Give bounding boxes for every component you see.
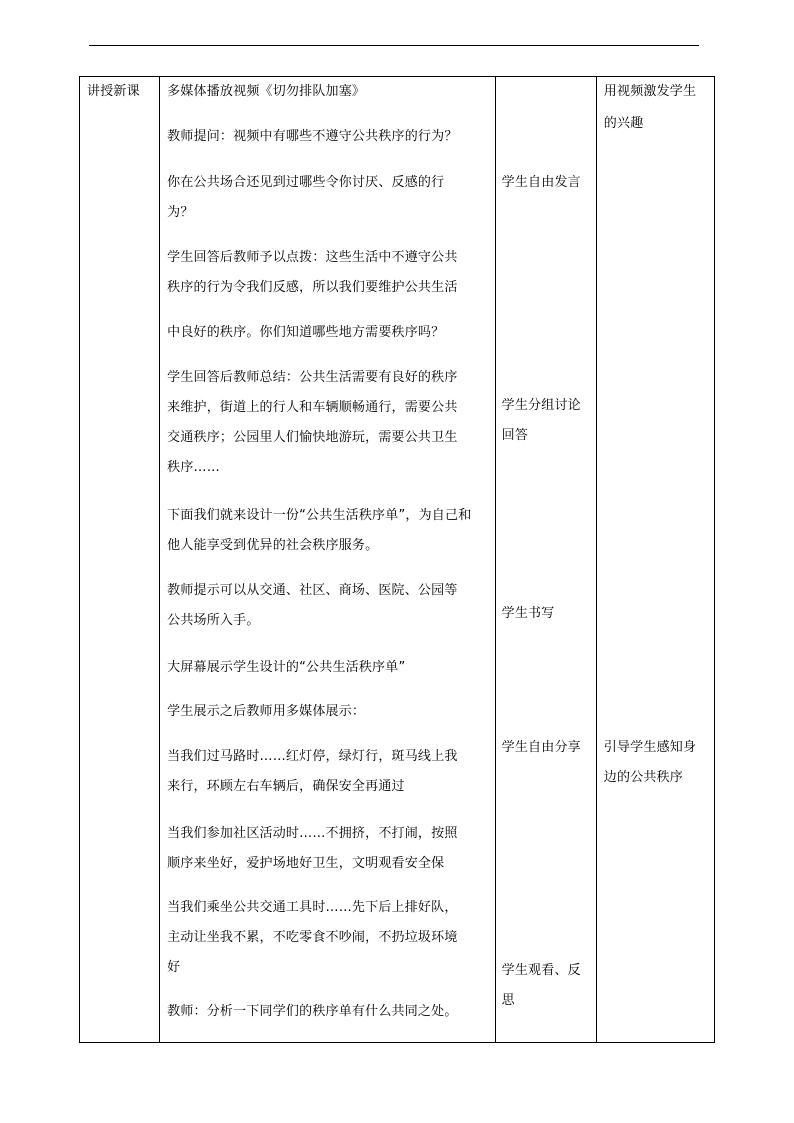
content-line: 主动让坐我不累，不吃零食不吵闹，不扔垃圾环境 — [167, 930, 458, 945]
student-activity-line: 学生书写 — [501, 606, 555, 621]
content-line: 来维护，街道上的行人和车辆顺畅通行，需要公共 — [167, 400, 458, 415]
content-line: 来行，环顾左右车辆后，确保安全再通过 — [167, 779, 405, 794]
content-line: 公共场所入手。 — [167, 613, 260, 628]
student-activity-line: 回答 — [501, 428, 529, 443]
content-line: 教师：分析一下同学们的秩序单有什么共同之处。 — [167, 1004, 458, 1019]
page-header-rule — [89, 45, 699, 46]
content-line: 学生回答后教师总结：公共生活需要有良好的秩序 — [167, 370, 458, 385]
content-line: 教师提示可以从交通、社区、商场、医院、公园等 — [167, 583, 458, 598]
content-line: 学生回答后教师予以点拨：这些生活中不遵守公共 — [167, 250, 458, 265]
content-line: 你在公共场合还见到过哪些令你讨厌、反感的行 — [167, 175, 445, 190]
content-line: 顺序来坐好，爱护场地好卫生，文明观看安全保 — [167, 856, 445, 871]
content-line: 下面我们就来设计一份“公共生活秩序单”，为自己和 — [167, 508, 472, 523]
content-line: 教师提问：视频中有哪些不遵守公共秩序的行为？ — [167, 129, 458, 144]
student-activity-line: 学生分组讨论 — [501, 398, 581, 413]
design-intent-line: 引导学生感知身 — [603, 740, 697, 755]
content-line: 他人能享受到优异的社会秩序服务。 — [167, 538, 379, 553]
content-line: 当我们过马路时……红灯停，绿灯行，斑马线上我 — [167, 749, 458, 764]
content-line: 中良好的秩序。你们知道哪些地方需要秩序吗？ — [167, 325, 445, 340]
student-activity-cell — [495, 77, 596, 1043]
section-cell — [80, 77, 160, 1043]
student-activity-line: 学生观看、反 — [501, 963, 581, 978]
content-line: 当我们参加社区活动时……不拥挤，不打闹，按照 — [167, 826, 458, 841]
content-line: 秩序的行为令我们反感，所以我们要维护公共生活 — [167, 280, 458, 295]
section-label: 讲授新课 — [87, 84, 140, 99]
teaching-content-cell — [160, 77, 496, 1043]
content-line: 当我们乘坐公共交通工具时……先下后上排好队， — [167, 900, 458, 915]
student-activity-line: 学生自由分享 — [501, 740, 581, 755]
content-line: 学生展示之后教师用多媒体展示： — [167, 704, 366, 719]
design-intent-line: 的兴趣 — [603, 116, 644, 131]
content-line: 大屏幕展示学生设计的“公共生活秩序单” — [167, 660, 406, 675]
lesson-plan-table — [79, 76, 715, 1043]
content-line: 好 — [167, 960, 181, 975]
content-line: 为？ — [167, 205, 194, 220]
design-intent-line: 用视频激发学生 — [603, 84, 697, 99]
design-intent-cell — [596, 77, 714, 1043]
design-intent-line: 边的公共秩序 — [603, 770, 683, 785]
student-activity-line: 思 — [501, 993, 515, 1008]
student-activity-line: 学生自由发言 — [501, 175, 581, 190]
table-row — [80, 77, 715, 1043]
content-line: 交通秩序；公园里人们愉快地游玩，需要公共卫生 — [167, 430, 458, 445]
content-line: 秩序…… — [167, 460, 220, 475]
content-line: 多媒体播放视频《切勿排队加塞》 — [167, 84, 366, 99]
